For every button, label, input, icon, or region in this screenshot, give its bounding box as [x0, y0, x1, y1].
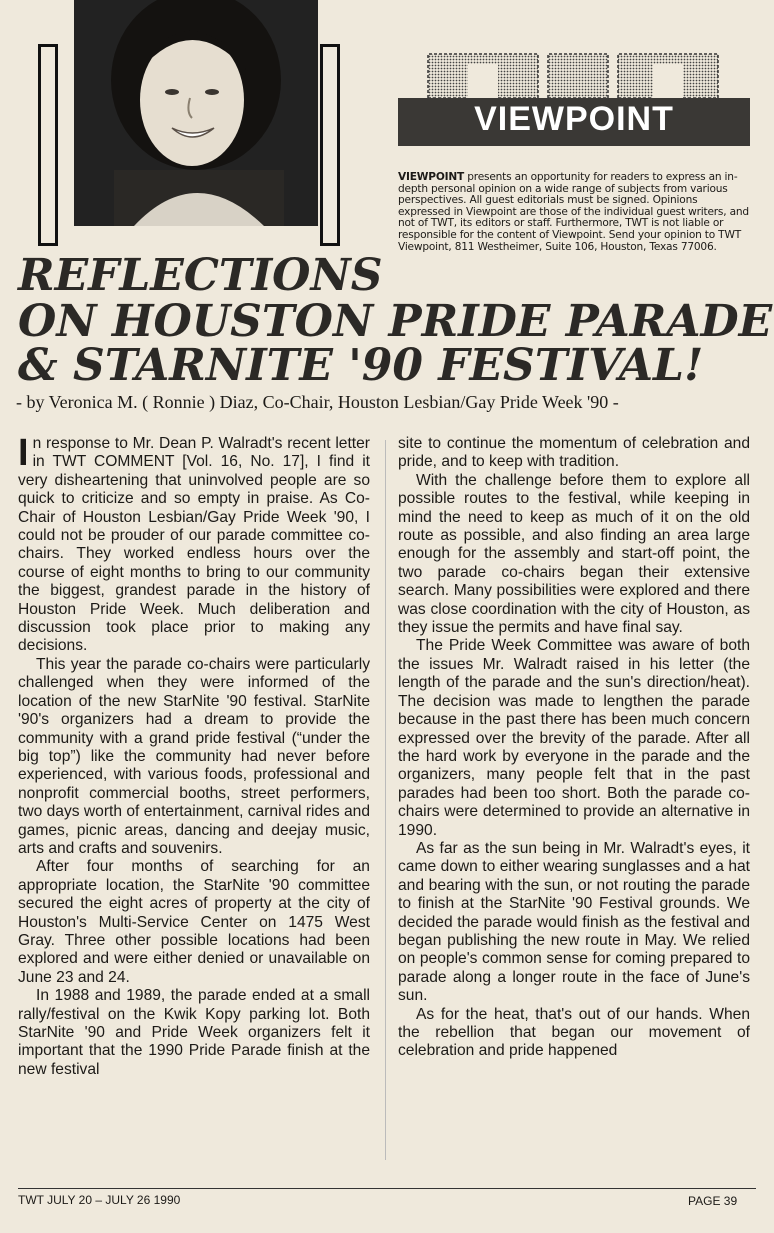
viewpoint-lead: VIEWPOINT: [398, 171, 465, 183]
article-paragraph: After four months of searching for an appropriate location, the StarNite '90 committee secured the eight acres of property at the city of Houston's Multi-Service Center on 1475 West Gray. Three other possible locations had been explored and were either denied or unavailable on June 23 and 24.: [18, 858, 370, 986]
article-paragraph: site to continue the momentum of celebration and pride, and to keep with tradition.: [398, 435, 750, 471]
article-paragraph: This year the parade co-chairs were particularly challenged when they were informed of the location of the new StarNite '90 festival. StarNite '90's organizers had a dream to provide the community with a grand pride festival (“under the big top”) like the community had never before experienced, with various foods, professional and nonprofit commercial booths, street performers, two days worth of entertainment, carnival rides and games, picnic areas, dancing and deejay music, arts and crafts and souvenirs.: [18, 655, 370, 857]
frame-bar-right: [320, 44, 340, 246]
drop-cap: I: [18, 432, 29, 474]
article-paragraph: With the challenge before them to explore all possible routes to the festival, while keeping in mind the need to keep as much of it on the old route as possible, and also finding an area large enough for the assembly and start-off point, the two parade co-chairs began their extensive search. Many possibilities were explored and there was close coordination with the city of Houston, as they issue the permits and have final say.: [398, 471, 750, 637]
twt-logo-graphic: [398, 40, 750, 100]
author-photo: [74, 0, 318, 226]
article-paragraph: As for the heat, that's out of our hands. When the rebellion that began our movement of celebration and pride happened: [398, 1005, 750, 1060]
footer-issue-date: TWT JULY 20 – JULY 26 1990: [18, 1193, 181, 1207]
column-divider: [385, 440, 386, 1160]
article-paragraph: As far as the sun being in Mr. Walradt's eyes, it came down to either wearing sunglasses and a hat and bearing with the sun, or not routing the parade to finish at the StarNite '90 Festival grounds. We decided the parade would finish as the festival and began publishing the new route in May. We relied on people's common sense for coming prepared to parade along a longer route in the face of June's sun.: [398, 839, 750, 1005]
footer-rule: [18, 1188, 756, 1189]
article-column-left: [18, 432, 370, 1079]
headline-line-3: & STARNITE '90 FESTIVAL!: [18, 340, 704, 391]
viewpoint-body: presents an opportunity for readers to express an in-depth personal opinion on a wide range of subjects from various perspectives. All guest editorials must be signed. Opinions expressed in Viewpoint are those of the individual guest writers, and not of TWT, its editors or staff. Furthermore, TWT is not liable or responsible for the content of Viewpoint. Send your opinion to TWT Viewpoint, 811 Westheimer, Suite 106, Houston, Texas 77006.: [398, 171, 749, 253]
byline: - by Veronica M. ( Ronnie ) Diaz, Co-Chair, Houston Lesbian/Gay Pride Week '90 -: [16, 392, 619, 412]
author-photo-frame: [30, 0, 360, 240]
article-paragraph: The Pride Week Committee was aware of both the issues Mr. Walradt raised in his letter (the length of the parade and the sun's direction/heat). The decision was made to lengthen the parade because in the past there has been much concern expressed over the brevity of the parade. After all the hard work by everyone in the parade and the organizers, many people felt that in the past parades had been too short. Both the parade co-chairs were determined to provide an alternative in 1990.: [398, 637, 750, 839]
headline-line-1: REFLECTIONS: [18, 250, 383, 301]
viewpoint-logo-title: VIEWPOINT: [474, 100, 674, 138]
viewpoint-description: [398, 172, 752, 253]
footer-page-number: PAGE 39: [688, 1194, 738, 1208]
article-paragraph: In 1988 and 1989, the parade ended at a small rally/festival on the Kwik Kopy parking lot. Both StarNite '90 and Pride Week organizers felt it important that the 1990 Pride Parade finish at the new festival: [18, 987, 370, 1078]
frame-bar-left: [38, 44, 58, 246]
article-column-right: [398, 435, 750, 1061]
article-paragraph: In response to Mr. Dean P. Walradt's recent letter in TWT COMMENT [Vol. 16, No. 17], I find it very disheartening that uninvolved people are so quick to criticize and so empty in praise. As Co-Chair of Houston Lesbian/Gay Pride Week '90, I could not be prouder of our parade committee co-chairs. They worked endless hours over the course of eight months to bring to our community the biggest, grandest parade in the history of Houston Pride Week. Much deliberation and discussion took place prior to making any decisions.: [18, 432, 370, 655]
viewpoint-logo: [398, 40, 750, 168]
headline-line-2: ON HOUSTON PRIDE PARADE: [18, 296, 773, 347]
